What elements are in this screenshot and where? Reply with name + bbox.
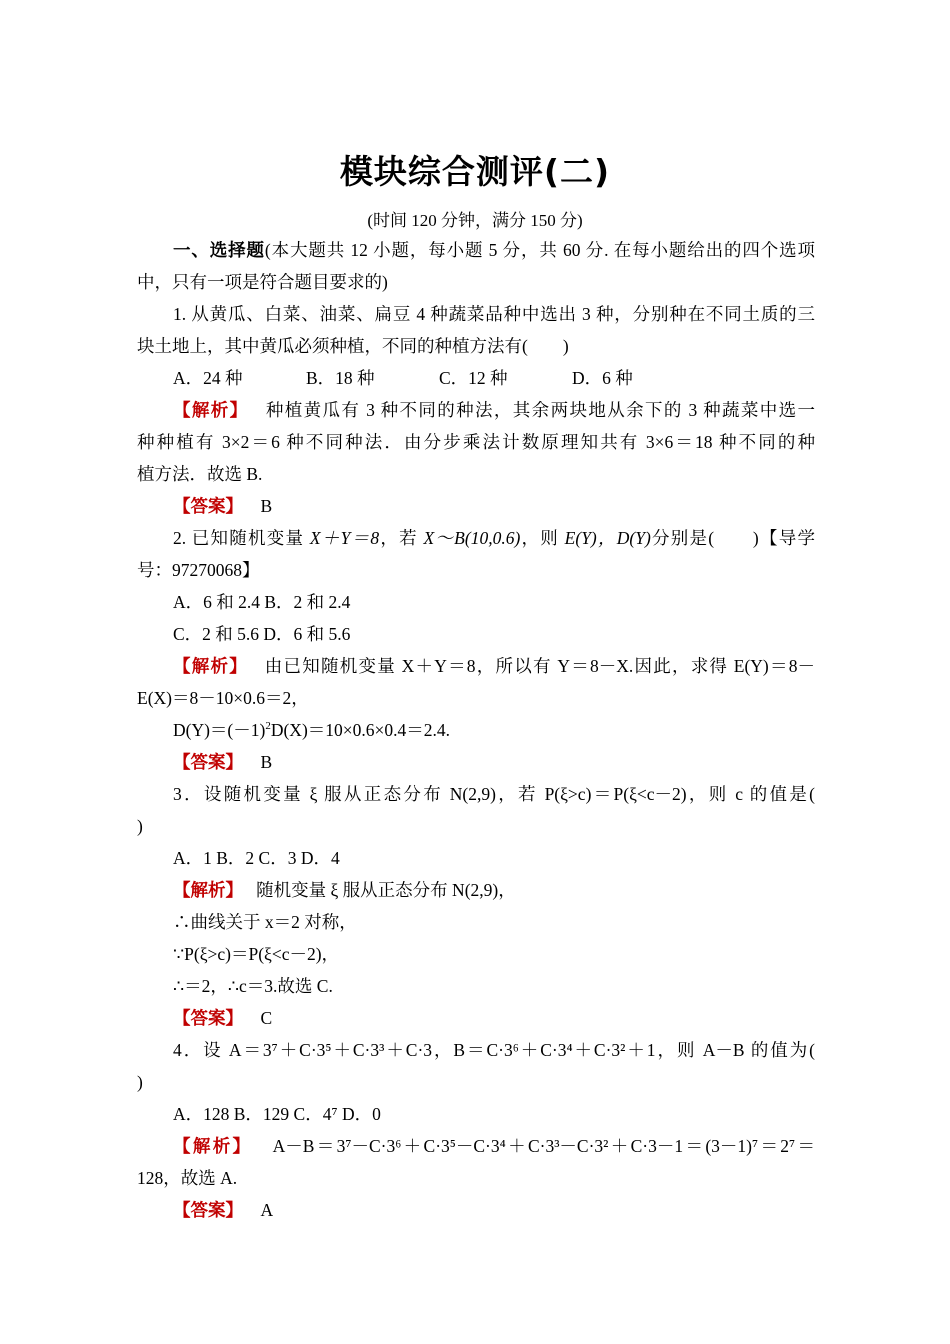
q1-stem-line-1: 1. 从黄瓜、白菜、油菜、扁豆 4 种蔬菜品种中选出 3 种，分别种在不同土质的三 bbox=[173, 304, 815, 324]
q3-analysis-line-1 bbox=[173, 878, 815, 904]
q3-stem-line-2: ) bbox=[137, 816, 143, 836]
q1-analysis-text-1: 种植黄瓜有 3 种不同的种法，其余两块地从余下的 3 种蔬菜中选一 bbox=[265, 400, 816, 420]
q2-analysis-text-3a: D(Y)＝(－1) bbox=[173, 720, 266, 740]
q1-answer bbox=[173, 494, 815, 520]
q1-stem-line-2: 块土地上，其中黄瓜必须种植，不同的种植方法有( ) bbox=[137, 336, 569, 356]
q4-analysis-line-2: 128，故选 A. bbox=[137, 1168, 238, 1188]
q1-analysis-line-1 bbox=[173, 398, 815, 424]
q2-options-line-2: C．2 和 5.6 D．6 和 5.6 bbox=[173, 624, 351, 644]
answer-tag: 【答案】 bbox=[173, 1008, 243, 1028]
q4-analysis-text-1: A－B＝3⁷－C·3⁶＋C·3⁵－C·3⁴＋C·3³－C·3²＋C·3－1＝(3－1)⁷＝2⁷＝ bbox=[272, 1136, 816, 1156]
section-header bbox=[173, 238, 815, 264]
q2-analysis-text-3b: D(X)＝10×0.6×0.4＝2.4. bbox=[270, 720, 451, 740]
q2-answer-value: B bbox=[260, 752, 273, 772]
q2-stem-part-c: ，则 bbox=[520, 528, 565, 548]
analysis-tag: 【解析】 bbox=[173, 880, 243, 900]
page-title: 模块综合测评(二) bbox=[339, 152, 611, 191]
q2-ey-dy: E(Y)，D(Y) bbox=[564, 528, 651, 548]
analysis-tag: 【解析】 bbox=[173, 400, 249, 420]
q2-stem-line-2: 号：97270068】 bbox=[137, 560, 260, 580]
q2-eq-xy: X＋Y＝8 bbox=[309, 528, 380, 548]
q1-option-c: C．12 种 bbox=[439, 368, 508, 388]
q1-analysis-line-3: 植方法．故选 B. bbox=[137, 464, 263, 484]
q4-answer bbox=[173, 1198, 815, 1224]
analysis-tag: 【解析】 bbox=[173, 1136, 253, 1156]
q1-option-d: D．6 种 bbox=[572, 368, 633, 388]
analysis-tag: 【解析】 bbox=[173, 656, 248, 676]
q4-stem-line-2: ) bbox=[137, 1072, 143, 1092]
q3-answer bbox=[173, 1006, 815, 1032]
q2-analysis-line-1 bbox=[173, 654, 815, 680]
q3-analysis-line-3: ∵P(ξ>c)＝P(ξ<c－2)， bbox=[173, 944, 340, 964]
q3-analysis-text-1: 随机变量 ξ 服从正态分布 N(2,9)， bbox=[256, 880, 516, 900]
q2-options-line-1: A．6 和 2.4 B．2 和 2.4 bbox=[173, 592, 351, 612]
q2-stem-part-a: 2. 已知随机变量 bbox=[173, 528, 310, 548]
answer-tag: 【答案】 bbox=[173, 752, 243, 772]
q3-analysis-line-2: ∴曲线关于 x＝2 对称， bbox=[173, 912, 357, 932]
q2-answer bbox=[173, 750, 815, 776]
exam-info: (时间 120 分钟，满分 150 分) bbox=[367, 211, 583, 230]
q3-answer-value: C bbox=[260, 1008, 273, 1028]
q3-options: A．1 B．2 C．3 D．4 bbox=[173, 848, 340, 868]
q4-answer-value: A bbox=[260, 1200, 274, 1220]
answer-tag: 【答案】 bbox=[173, 496, 243, 516]
q1-option-a: A．24 种 bbox=[173, 368, 243, 388]
q1-analysis-line-2: 种种植有 3×2＝6 种不同种法．由分步乘法计数原理知共有 3×6＝18 种不同的种 bbox=[137, 432, 815, 452]
q2-analysis-text-1: 由已知随机变量 X＋Y＝8，所以有 Y＝8－X.因此，求得 E(Y)＝8－ bbox=[264, 656, 815, 676]
q3-stem-line-1: 3．设随机变量 ξ 服从正态分布 N(2,9)，若 P(ξ>c)＝P(ξ<c－2)，则 c 的值是( bbox=[173, 784, 815, 804]
q1-answer-value: B bbox=[260, 496, 273, 516]
section-label: 一、选择题 bbox=[173, 240, 265, 260]
answer-tag: 【答案】 bbox=[173, 1200, 243, 1220]
q1-option-b: B．18 种 bbox=[306, 368, 375, 388]
q2-stem-line-1 bbox=[173, 526, 815, 552]
section-desc-line-2: 中，只有一项是符合题目要求的) bbox=[137, 272, 388, 292]
q2-stem-part-d: 分别是( )【导学 bbox=[650, 528, 815, 548]
q4-analysis-line-1 bbox=[173, 1134, 815, 1160]
q4-stem-line-1: 4．设 A＝3⁷＋C·3⁵＋C·3³＋C·3，B＝C·3⁶＋C·3⁴＋C·3²＋1，则 A－B 的值为( bbox=[173, 1040, 815, 1060]
q2-analysis-line-2: E(X)＝8－10×0.6＝2， bbox=[137, 688, 309, 708]
q4-options: A．128 B．129 C．4⁷ D．0 bbox=[173, 1104, 381, 1124]
q1-options bbox=[173, 366, 815, 392]
q2-analysis-line-3 bbox=[173, 718, 815, 744]
q3-analysis-line-4: ∴＝2，∴c＝3.故选 C. bbox=[173, 976, 333, 996]
q2-analysis-exponent: 2 bbox=[265, 720, 271, 732]
section-desc: (本大题共 12 小题，每小题 5 分，共 60 分. 在每小题给出的四个选项 bbox=[264, 240, 816, 260]
q2-stem-part-b: ，若 bbox=[379, 528, 424, 548]
q2-distribution: X～B(10,0.6) bbox=[423, 528, 521, 548]
